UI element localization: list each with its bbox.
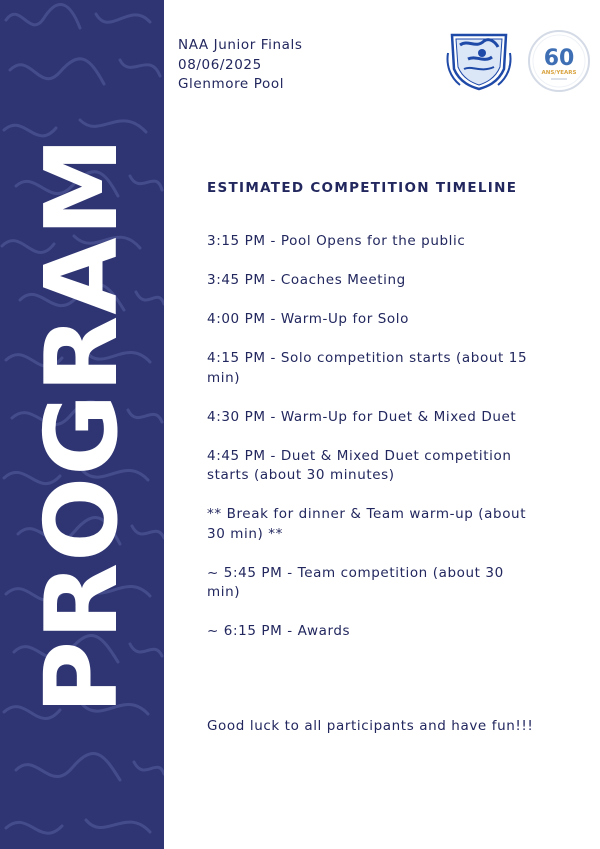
anniversary-number: 60	[543, 46, 575, 71]
timeline-title: ESTIMATED COMPETITION TIMELINE	[207, 180, 518, 196]
timeline-list	[207, 232, 537, 661]
program-heading: PROGRAM	[23, 135, 140, 715]
sidebar-panel	[0, 0, 164, 849]
timeline-item: 4:00 PM - Warm-Up for Solo	[207, 311, 409, 327]
timeline-item: 4:15 PM - Solo competition starts (about 15 min)	[207, 350, 528, 386]
club-crest-logo	[446, 29, 512, 91]
closing-message: Good luck to all participants and have fun!!!	[207, 718, 534, 734]
timeline-item: ~ 6:15 PM - Awards	[207, 623, 351, 639]
timeline-item: 4:30 PM - Warm-Up for Duet & Mixed Duet	[207, 408, 517, 425]
event-venue: Glenmore Pool	[178, 76, 285, 92]
timeline-item: ** Break for dinner & Team warm-up (about 30 min) **	[207, 506, 527, 542]
event-name: NAA Junior Finals	[178, 37, 303, 53]
event-info	[178, 36, 303, 95]
timeline-item: 3:15 PM - Pool Opens for the public	[207, 233, 466, 249]
sixty-years-logo	[527, 29, 591, 93]
anniversary-label: ANS/YEARS	[541, 70, 577, 76]
event-date: 08/06/2025	[178, 56, 262, 73]
timeline-item: 3:45 PM - Coaches Meeting	[207, 272, 406, 288]
timeline-item: ~ 5:45 PM - Team competition (about 30 min)	[207, 564, 504, 600]
timeline-item: 4:45 PM - Duet & Mixed Duet competition starts (about 30 minutes)	[207, 447, 512, 483]
